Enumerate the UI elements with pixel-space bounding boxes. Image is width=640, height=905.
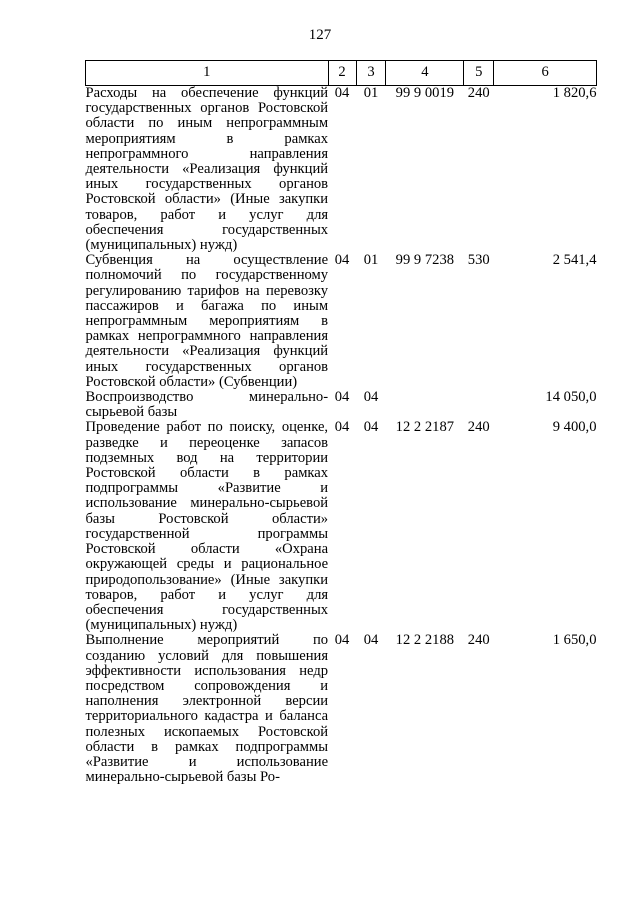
target-article-code: 99 9 7238 [395,252,455,269]
column-header: 3 [356,61,386,86]
column-header: 6 [494,61,597,86]
amount: 1 820,6 [552,85,597,101]
target-article-code [386,390,464,420]
expense-description: Выполнение мероприятий по созданию условий для повышения эффективности использования недр посредством сопровождения и наполнения электронной версии территориального кадастра и баланса полезных ископаемых Ростовской области в рамках подпрограммы «Развитие и использование минерально-сырьевой базы Ро- [85,632,329,786]
expense-type-code: 240 [467,85,490,101]
subsection-code: 04 [363,419,379,436]
column-header: 1 [86,61,329,86]
subsection-code: 01 [363,85,379,101]
amount: 1 650,0 [552,632,597,649]
amount: 2 541,4 [552,252,597,269]
budget-table [85,60,597,785]
section-code: 04 [334,389,350,406]
subsection-code: 01 [363,252,379,269]
section-code: 04 [334,85,350,101]
table-row [86,86,597,254]
expense-type-code: 240 [467,632,490,649]
amount: 14 050,0 [545,389,597,406]
expense-description: Расходы на обеспечение функций государственных органов Ростовской области по иным непрограммным мероприятиям в рамках непрограммного направления деятельности «Реализация функций иных государственных органов Ростовской области» (Иные закупки товаров, работ и услуг для обеспечения государственных (муниципальных) нужд) [85,85,329,254]
expense-type-code: 240 [467,419,490,436]
column-header: 5 [464,61,494,86]
section-code: 04 [334,252,350,269]
table-row [86,253,597,390]
expense-type-code [464,390,494,420]
target-article-code: 99 9 0019 [395,85,455,101]
page-number: 127 [308,27,332,43]
section-code: 04 [334,419,350,436]
column-header: 2 [328,61,356,86]
expense-type-code: 530 [467,252,490,269]
table-row [86,390,597,420]
subsection-code: 04 [363,632,379,649]
column-header: 4 [386,61,464,86]
table-header-row [86,61,597,86]
table-row [86,420,597,633]
table-row [86,633,597,785]
section-code: 04 [334,632,350,649]
target-article-code: 12 2 2187 [395,419,455,436]
target-article-code: 12 2 2188 [395,632,455,649]
expense-description: Субвенция на осуществление полномочий по государственному регулированию тарифов на перевозку пассажиров и багажа по иным непрограммным мероприятиям в рамках непрограммного направления деятельности «Реализация функций иных государственных органов Ростовской области» (Субвенции) [85,252,329,390]
expense-description: Воспроизводство минерально-сырьевой базы [85,389,329,421]
amount: 9 400,0 [552,419,597,436]
expense-description: Проведение работ по поиску, оценке, разведке и переоценке запасов подземных вод на территории Ростовской области в рамках подпрограммы «Развитие и использование минерально-сырьевой базы Ростовской области» государственной программы Ростовской области «Охрана окружающей среды и рациональное природопользование» (Иные закупки товаров, работ и услуг для обеспечения государственных (муниципальных) нужд) [85,419,329,634]
subsection-code: 04 [363,389,379,406]
